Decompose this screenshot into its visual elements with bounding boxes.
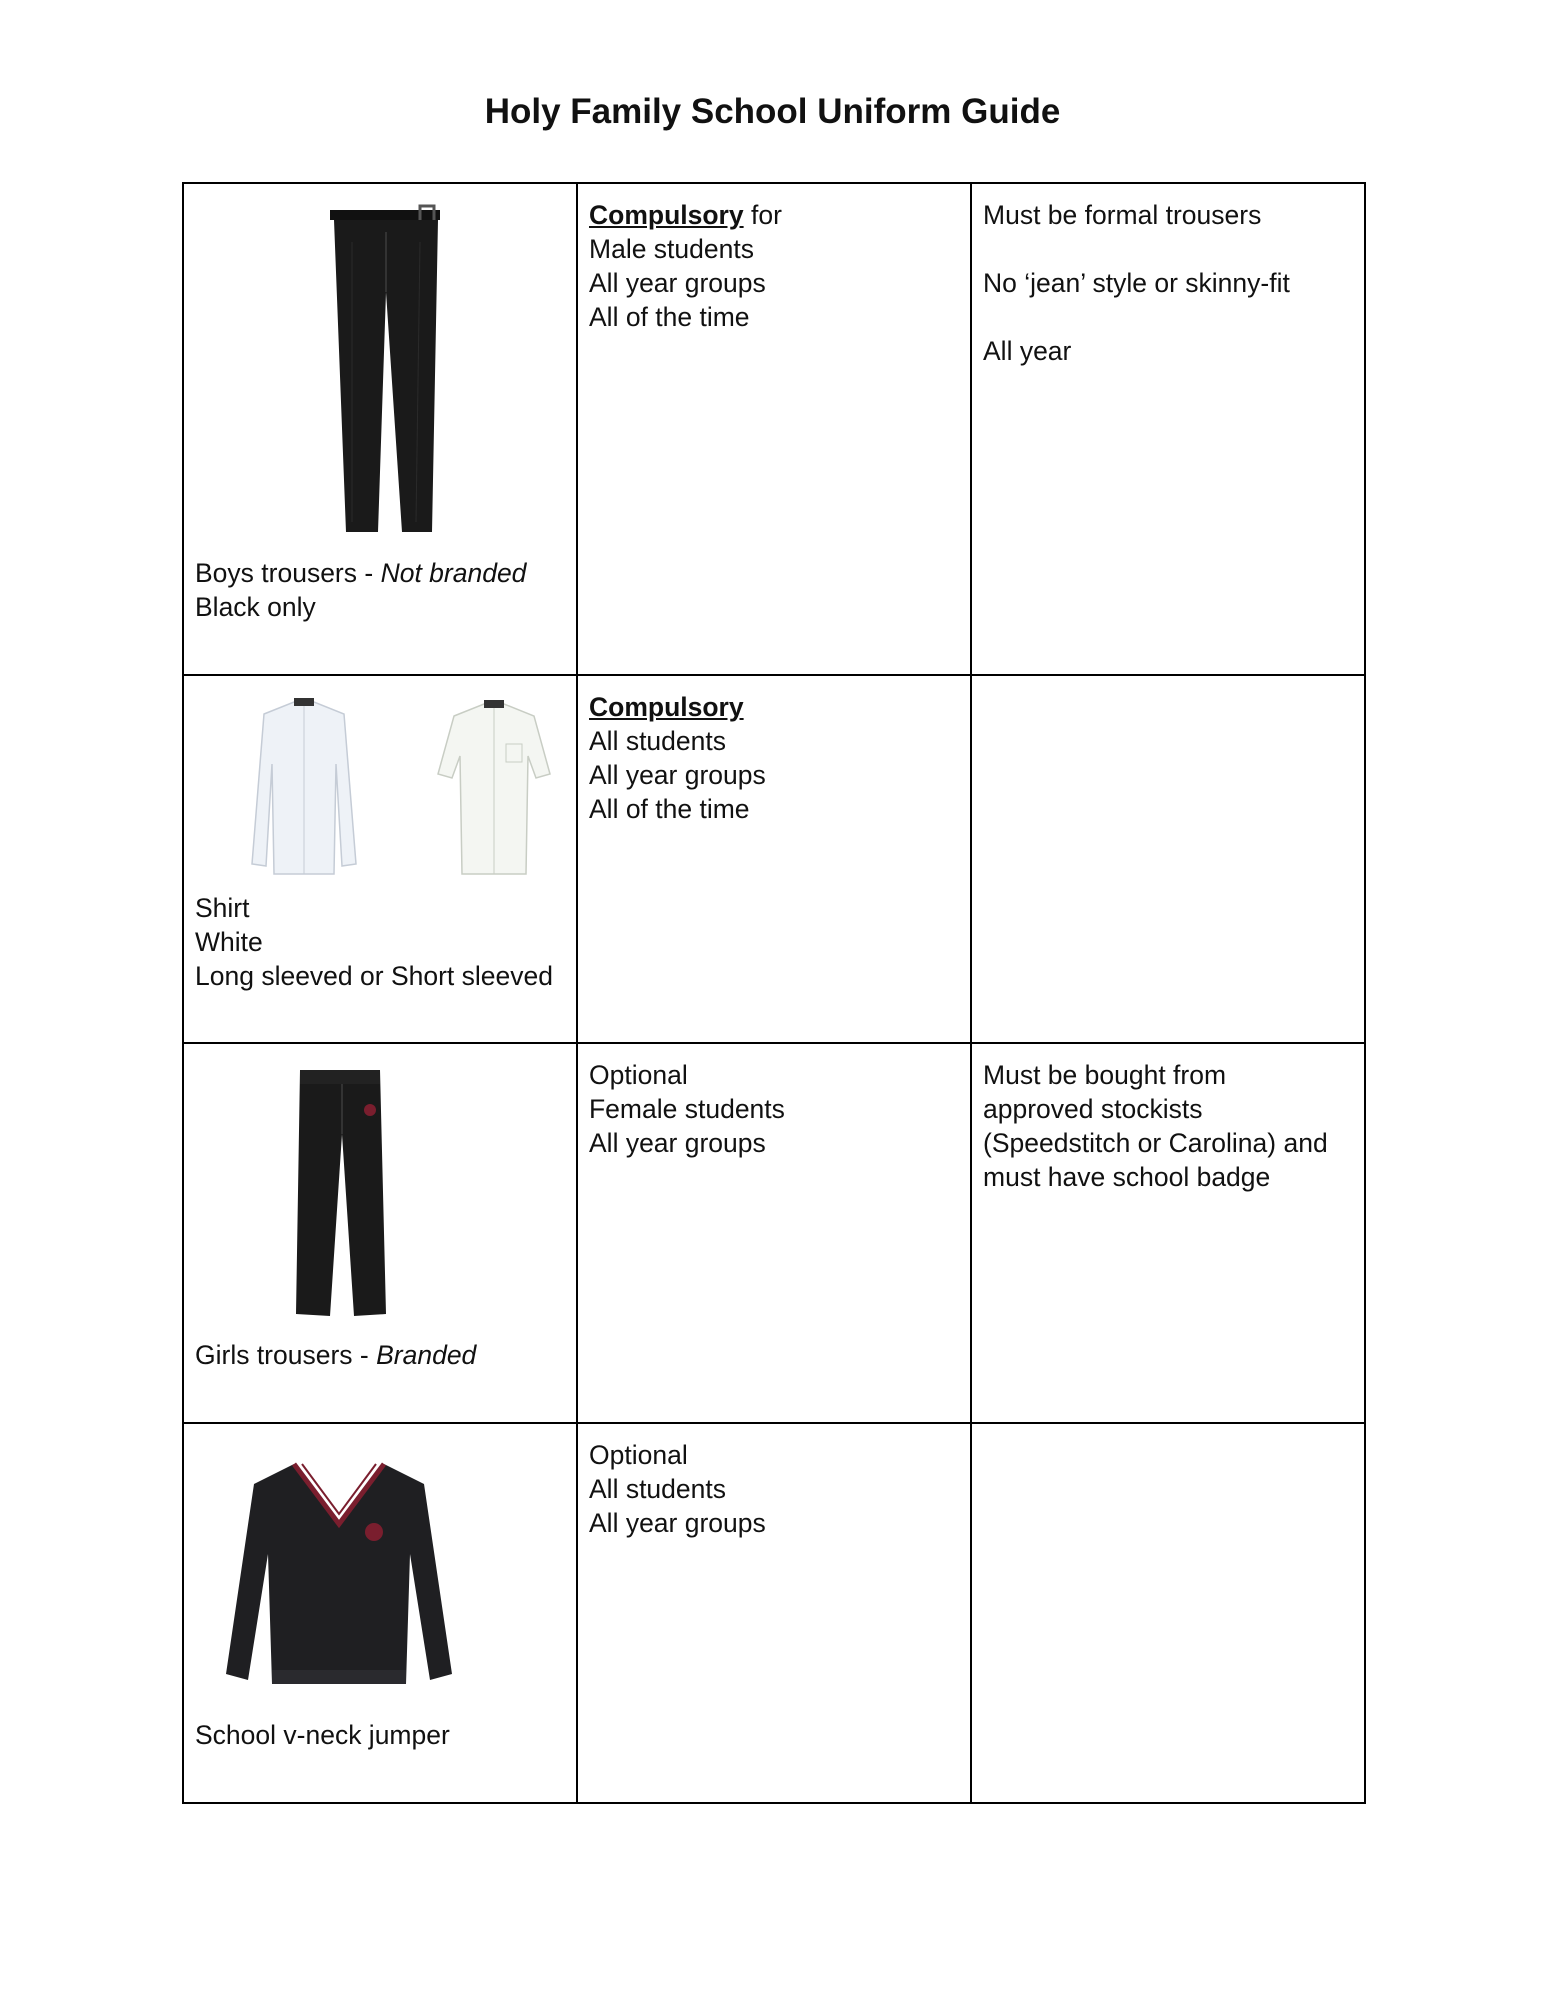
requirement-cell [577, 1043, 971, 1423]
notes-cell [971, 1423, 1365, 1803]
requirement-line: All of the time [589, 794, 750, 824]
requirement-suffix: for [743, 200, 782, 230]
item-branding: Not branded [380, 558, 527, 588]
item-options: Long sleeved or Short sleeved [195, 961, 553, 991]
requirement-line: All of the time [589, 302, 750, 332]
girls-trousers-image [282, 1064, 402, 1324]
item-name: Girls trousers - [195, 1340, 377, 1370]
v-neck-jumper-image [224, 1444, 454, 1694]
note-line: Must be formal trousers [983, 200, 1262, 230]
boys-trousers-image [312, 202, 462, 542]
requirement-cell [577, 675, 971, 1043]
item-color: Black only [195, 592, 316, 622]
requirement-status: Optional [589, 1440, 688, 1470]
page-title: Holy Family School Uniform Guide [484, 92, 1061, 131]
table-row [183, 1423, 1365, 1803]
white-shirts-image [224, 694, 554, 884]
table-row [183, 183, 1365, 675]
item-branding: Branded [376, 1340, 477, 1370]
requirement-line: All year groups [589, 760, 766, 790]
note-line: (Speedstitch or Carolina) and [983, 1128, 1328, 1158]
requirement-cell [577, 1423, 971, 1803]
requirement-line: Female students [589, 1094, 785, 1124]
requirement-line: All students [589, 726, 726, 756]
item-color: White [195, 927, 263, 957]
notes-cell [971, 675, 1365, 1043]
item-caption [195, 1338, 476, 1372]
item-caption [195, 1718, 450, 1752]
requirement-line: All students [589, 1474, 726, 1504]
note-line: must have school badge [983, 1162, 1271, 1192]
requirement-status: Optional [589, 1060, 688, 1090]
notes-cell [971, 183, 1365, 675]
note-line: No ‘jean’ style or skinny-fit [983, 268, 1290, 298]
requirement-status: Compulsory [589, 692, 744, 722]
requirement-line: All year groups [589, 1128, 766, 1158]
table-row [183, 1043, 1365, 1423]
item-cell [183, 1043, 577, 1423]
item-name: School v-neck jumper [195, 1720, 450, 1750]
item-cell [183, 183, 577, 675]
note-line: approved stockists [983, 1094, 1203, 1124]
uniform-table [182, 182, 1366, 1804]
requirement-line: All year groups [589, 268, 766, 298]
item-name: Shirt [195, 893, 250, 923]
item-cell [183, 1423, 577, 1803]
item-caption [195, 891, 553, 993]
requirement-cell [577, 183, 971, 675]
requirement-line: Male students [589, 234, 754, 264]
item-caption [195, 556, 526, 624]
requirement-line: All year groups [589, 1508, 766, 1538]
item-name: Boys trousers - [195, 558, 381, 588]
requirement-status: Compulsory [589, 200, 744, 230]
notes-cell [971, 1043, 1365, 1423]
note-line: Must be bought from [983, 1060, 1227, 1090]
note-line: All year [983, 336, 1072, 366]
table-row [183, 675, 1365, 1043]
item-cell [183, 675, 577, 1043]
